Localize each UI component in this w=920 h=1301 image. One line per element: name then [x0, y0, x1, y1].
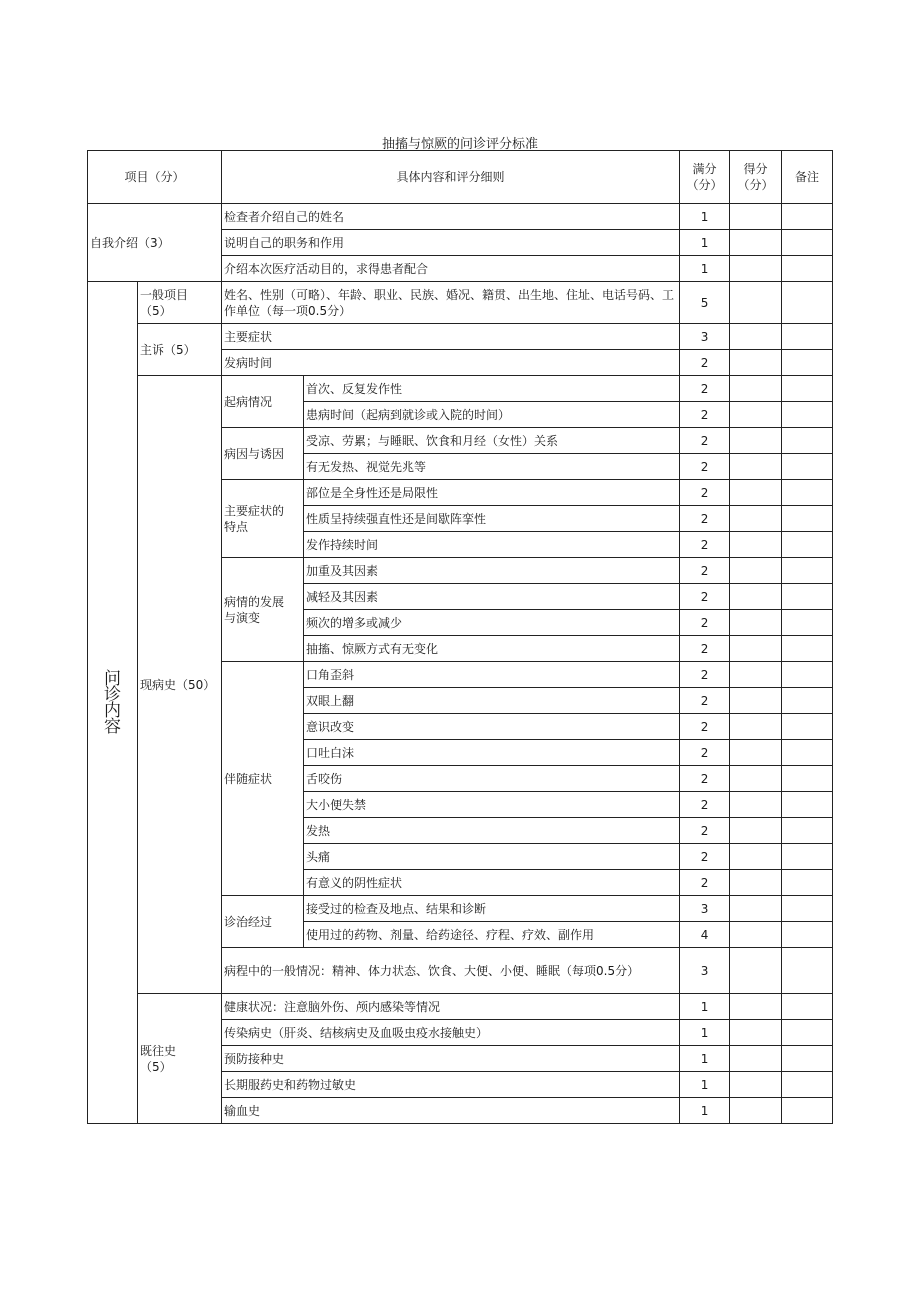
note-cell[interactable]: [782, 1046, 833, 1072]
score-cell[interactable]: [730, 324, 782, 350]
table-row: 传染病史（肝炎、结核病史及血吸虫疫水接触史） 1: [88, 1020, 833, 1046]
score-cell[interactable]: [730, 350, 782, 376]
score-cell[interactable]: [730, 1098, 782, 1124]
table-row: 问 诊 内 容 一般项目 （5） 姓名、性别（可略）、年龄、职业、民族、婚况、籍贯、出生地、住址、电话号码、工作单位（每一项0.5分） 5: [88, 282, 833, 324]
note-cell[interactable]: [782, 994, 833, 1020]
score-cell[interactable]: [730, 1020, 782, 1046]
header-item: 项目（分）: [88, 151, 222, 204]
score-cell[interactable]: [730, 532, 782, 558]
table-row: 病程中的一般情况：精神、体力状态、饮食、大便、小便、睡眠（每项0.5分） 3: [88, 948, 833, 994]
note-cell[interactable]: [782, 740, 833, 766]
table-row: 说明自己的职务和作用 1: [88, 230, 833, 256]
note-cell[interactable]: [782, 662, 833, 688]
header-row: [88, 151, 833, 204]
note-cell[interactable]: [782, 376, 833, 402]
score-cell[interactable]: [730, 844, 782, 870]
note-cell[interactable]: [782, 818, 833, 844]
score-cell[interactable]: [730, 1046, 782, 1072]
note-cell[interactable]: [782, 558, 833, 584]
note-cell[interactable]: [782, 922, 833, 948]
score-cell[interactable]: [730, 662, 782, 688]
header-content: 具体内容和评分细则: [222, 151, 680, 204]
note-cell[interactable]: [782, 282, 833, 324]
table-row: 舌咬伤 2: [88, 766, 833, 792]
section-present-illness: 现病史（50）: [138, 376, 222, 994]
note-cell[interactable]: [782, 714, 833, 740]
table-row: 病因与诱因 受凉、劳累；与睡眠、饮食和月经（女性）关系 2: [88, 428, 833, 454]
score-cell[interactable]: [730, 792, 782, 818]
note-cell[interactable]: [782, 1072, 833, 1098]
score-cell[interactable]: [730, 402, 782, 428]
note-cell[interactable]: [782, 1020, 833, 1046]
score-cell[interactable]: [730, 714, 782, 740]
note-cell[interactable]: [782, 204, 833, 230]
table-row: 输血史 1: [88, 1098, 833, 1124]
score-cell[interactable]: [730, 922, 782, 948]
table-row: 发作持续时间 2: [88, 532, 833, 558]
table-row: 有无发热、视觉先兆等 2: [88, 454, 833, 480]
note-cell[interactable]: [782, 610, 833, 636]
note-cell[interactable]: [782, 532, 833, 558]
note-cell[interactable]: [782, 230, 833, 256]
table-row: 双眼上翻 2: [88, 688, 833, 714]
header-note: 备注: [782, 151, 833, 204]
note-cell[interactable]: [782, 948, 833, 994]
section-inquiry-content: 问 诊 内 容: [88, 282, 138, 1124]
sub-accompany: 伴随症状: [222, 662, 304, 896]
section-past-history: 既往史 （5）: [138, 994, 222, 1124]
section-general: 一般项目 （5）: [138, 282, 222, 324]
note-cell[interactable]: [782, 402, 833, 428]
table-row: 病情的发展 与演变 加重及其因素 2: [88, 558, 833, 584]
score-cell[interactable]: [730, 584, 782, 610]
score-cell[interactable]: [730, 558, 782, 584]
score-cell[interactable]: [730, 740, 782, 766]
header-full: 满分 （分）: [680, 151, 730, 204]
note-cell[interactable]: [782, 1098, 833, 1124]
score-cell[interactable]: [730, 948, 782, 994]
table-row: 伴随症状 口角歪斜 2: [88, 662, 833, 688]
score-cell[interactable]: [730, 428, 782, 454]
note-cell[interactable]: [782, 844, 833, 870]
table-row: 介绍本次医疗活动目的，求得患者配合 1: [88, 256, 833, 282]
table-row: 口吐白沫 2: [88, 740, 833, 766]
section-chief: 主诉（5）: [138, 324, 222, 376]
score-cell[interactable]: [730, 766, 782, 792]
score-cell[interactable]: [730, 454, 782, 480]
table-row: 现病史（50） 起病情况 首次、反复发作性 2: [88, 376, 833, 402]
score-cell[interactable]: [730, 480, 782, 506]
table-row: 自我介绍（3） 检查者介绍自己的姓名 1: [88, 204, 833, 230]
note-cell[interactable]: [782, 506, 833, 532]
table-row: 主诉（5） 主要症状 3: [88, 324, 833, 350]
note-cell[interactable]: [782, 766, 833, 792]
table-row: 预防接种史 1: [88, 1046, 833, 1072]
score-cell[interactable]: [730, 230, 782, 256]
page-title: 抽搐与惊厥的问诊评分标准: [381, 137, 538, 152]
note-cell[interactable]: [782, 350, 833, 376]
sub-development: 病情的发展 与演变: [222, 558, 304, 662]
table-row: 既往史 （5） 健康状况：注意脑外伤、颅内感染等情况 1: [88, 994, 833, 1020]
table-row: 频次的增多或减少 2: [88, 610, 833, 636]
score-cell[interactable]: [730, 204, 782, 230]
table-row: 性质呈持续强直性还是间歇阵挛性 2: [88, 506, 833, 532]
score-cell[interactable]: [730, 506, 782, 532]
sub-treatment: 诊治经过: [222, 896, 304, 948]
score-cell[interactable]: [730, 688, 782, 714]
sub-cause: 病因与诱因: [222, 428, 304, 480]
note-cell[interactable]: [782, 480, 833, 506]
table-row: 诊治经过 接受过的检查及地点、结果和诊断 3: [88, 896, 833, 922]
note-cell[interactable]: [782, 870, 833, 896]
header-score: 得分 （分）: [730, 151, 782, 204]
note-cell[interactable]: [782, 428, 833, 454]
score-cell[interactable]: [730, 256, 782, 282]
score-cell[interactable]: [730, 818, 782, 844]
table-row: 抽搐、惊厥方式有无变化 2: [88, 636, 833, 662]
score-cell[interactable]: [730, 870, 782, 896]
note-cell[interactable]: [782, 896, 833, 922]
note-cell[interactable]: [782, 688, 833, 714]
table-row: 主要症状的 特点 部位是全身性还是局限性 2: [88, 480, 833, 506]
score-cell[interactable]: [730, 376, 782, 402]
score-cell[interactable]: [730, 896, 782, 922]
sub-onset: 起病情况: [222, 376, 304, 428]
score-cell[interactable]: [730, 282, 782, 324]
score-cell[interactable]: [730, 636, 782, 662]
table-row: 大小便失禁 2: [88, 792, 833, 818]
note-cell[interactable]: [782, 584, 833, 610]
table-row: 发热 2: [88, 818, 833, 844]
table-row: 有意义的阴性症状 2: [88, 870, 833, 896]
table-row: 减轻及其因素 2: [88, 584, 833, 610]
score-cell[interactable]: [730, 1072, 782, 1098]
score-cell[interactable]: [730, 994, 782, 1020]
note-cell[interactable]: [782, 636, 833, 662]
note-cell[interactable]: [782, 792, 833, 818]
note-cell[interactable]: [782, 324, 833, 350]
score-cell[interactable]: [730, 610, 782, 636]
note-cell[interactable]: [782, 454, 833, 480]
table-row: 患病时间（起病到就诊或入院的时间） 2: [88, 402, 833, 428]
table-row: 意识改变 2: [88, 714, 833, 740]
section-self-intro: 自我介绍（3）: [88, 204, 222, 282]
scoring-table: [87, 150, 833, 1124]
table-row: 长期服药史和药物过敏史 1: [88, 1072, 833, 1098]
table-row: 发病时间 2: [88, 350, 833, 376]
table-row: 头痛 2: [88, 844, 833, 870]
note-cell[interactable]: [782, 256, 833, 282]
table-row: 使用过的药物、剂量、给药途径、疗程、疗效、副作用 4: [88, 922, 833, 948]
sub-features: 主要症状的 特点: [222, 480, 304, 558]
